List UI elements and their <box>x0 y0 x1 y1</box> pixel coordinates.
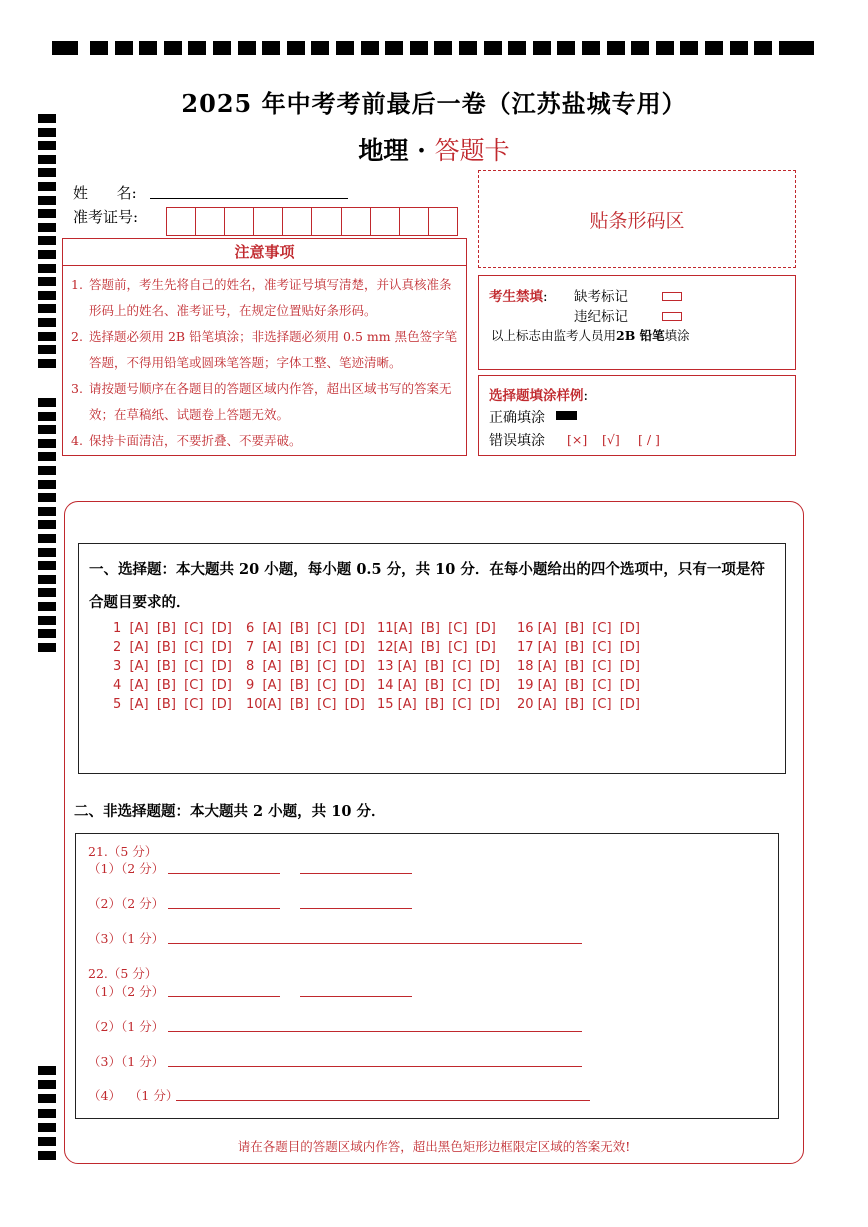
absent-mark-box[interactable] <box>662 286 682 305</box>
timing-mark <box>52 41 78 55</box>
name-field[interactable] <box>150 198 348 199</box>
subject-title <box>0 131 868 167</box>
mcq-question-row[interactable]: 20 [A] [B] [C] [D] <box>517 697 640 712</box>
timing-mark <box>459 41 477 55</box>
q22-part1-answer-b[interactable] <box>300 996 412 997</box>
mcq-question-row[interactable]: 14 [A] [B] [C] [D] <box>377 678 500 693</box>
correct-fill-label: 正确填涂 <box>489 410 545 426</box>
timing-mark <box>38 1066 56 1075</box>
timing-mark <box>38 452 56 461</box>
wrong-mark-cross: [×] <box>567 432 588 447</box>
timing-mark <box>38 616 56 625</box>
mcq-question-row[interactable]: 7 [A] [B] [C] [D] <box>246 640 365 655</box>
timing-mark <box>38 359 56 368</box>
q22-part4-label: （4） （1 分） <box>88 1088 179 1103</box>
examinee-forbidden-box: 考生禁填: 缺考标记 违纪标记 以上标志由监考人员用2B 铅笔填涂 <box>478 275 796 370</box>
mcq-question-row[interactable]: 11[A] [B] [C] [D] <box>377 621 496 636</box>
timing-mark <box>680 41 698 55</box>
exam-id-label: 准考证号: <box>73 208 139 226</box>
mcq-question-row[interactable]: 12[A] [B] [C] [D] <box>377 640 496 655</box>
section2-heading: 二、非选择题题：本大题共 2 小题，共 10 分． <box>74 803 386 820</box>
subjective-section-box <box>75 833 779 1119</box>
q21-part3-answer[interactable] <box>168 943 582 944</box>
footer-warning: 请在各题目的答题区域内作答，超出黑色矩形边框限定区域的答案无效! <box>237 1139 631 1154</box>
forbidden-note: 以上标志由监考人员用2B 铅笔填涂 <box>491 328 690 343</box>
timing-mark <box>38 1109 56 1118</box>
timing-mark <box>38 168 56 177</box>
mcq-question-row[interactable]: 6 [A] [B] [C] [D] <box>246 621 365 636</box>
timing-mark <box>38 439 56 448</box>
barcode-label: 贴条形码区 <box>589 209 685 232</box>
timing-mark <box>631 41 649 55</box>
timing-mark <box>38 602 56 611</box>
wrong-mark-slash: [ / ] <box>638 432 660 447</box>
notice-item: 4. 保持卡面清洁，不要折叠、不要弄破。 <box>71 433 302 448</box>
timing-mark <box>788 41 814 55</box>
timing-mark <box>38 264 56 273</box>
timing-mark <box>361 41 379 55</box>
notice-item: 2. 选择题必须用 2B 铅笔填涂；非选择题必须用 0.5 mm 黑色签字笔答题，不得用铅笔或圆珠笔答题；字体工整、笔迹清晰。 <box>71 329 458 370</box>
card-type: 答题卡 <box>434 136 510 165</box>
timing-mark <box>38 1094 56 1103</box>
timing-mark <box>287 41 305 55</box>
timing-mark <box>38 250 56 259</box>
q22-part3-label: （3）（1 分） <box>88 1054 165 1069</box>
timing-mark <box>582 41 600 55</box>
timing-mark <box>38 534 56 543</box>
timing-mark <box>38 236 56 245</box>
mcq-question-row[interactable]: 15 [A] [B] [C] [D] <box>377 697 500 712</box>
q22-title: 22.（5 分） <box>88 966 158 981</box>
timing-mark <box>188 41 206 55</box>
q22-part2-label: （2）（1 分） <box>88 1019 165 1034</box>
timing-mark <box>262 41 280 55</box>
exam-id-boxes[interactable] <box>166 207 458 236</box>
q21-part1-answer-b[interactable] <box>300 873 412 874</box>
timing-mark <box>115 41 133 55</box>
timing-mark <box>38 493 56 502</box>
timing-mark <box>38 304 56 313</box>
fill-sample-title: 选择题填涂样例 <box>489 388 584 404</box>
timing-mark <box>38 425 56 434</box>
timing-mark <box>38 196 56 205</box>
timing-mark <box>38 643 56 652</box>
timing-mark <box>139 41 157 55</box>
q21-part2-answer-b[interactable] <box>300 908 412 909</box>
q21-part1-answer-a[interactable] <box>168 873 280 874</box>
notice-item: 3. 请按题号顺序在各题目的答题区域内作答，超出区域书写的答案无效；在草稿纸、试题卷上答题无效。 <box>71 381 452 422</box>
timing-mark <box>38 520 56 529</box>
timing-mark <box>38 291 56 300</box>
mcq-question-row[interactable]: 2 [A] [B] [C] [D] <box>113 640 232 655</box>
wrong-fill-label: 错误填涂 <box>489 433 545 449</box>
timing-mark <box>754 41 772 55</box>
mcq-question-row[interactable]: 9 [A] [B] [C] [D] <box>246 678 365 693</box>
q22-part1-answer-a[interactable] <box>168 996 280 997</box>
timing-mark <box>484 41 502 55</box>
timing-mark <box>213 41 231 55</box>
notice-title: 注意事项 <box>63 239 466 266</box>
timing-mark <box>434 41 452 55</box>
timing-mark <box>38 182 56 191</box>
mcq-question-row[interactable]: 17 [A] [B] [C] [D] <box>517 640 640 655</box>
timing-mark <box>38 561 56 570</box>
notice-item: 1. 答题前，考生先将自己的姓名，准考证号填写清楚，并认真核准条形码上的姓名、准考证号，在规定位置贴好条形码。 <box>71 277 452 318</box>
notice-box <box>62 238 467 456</box>
q21-title: 21.（5 分） <box>88 844 158 859</box>
subject-name: 地理 <box>358 136 409 165</box>
mcq-question-row[interactable]: 18 [A] [B] [C] [D] <box>517 659 640 674</box>
timing-mark <box>38 318 56 327</box>
timing-mark <box>38 277 56 286</box>
mcq-question-row[interactable]: 13 [A] [B] [C] [D] <box>377 659 500 674</box>
timing-mark <box>38 223 56 232</box>
timing-mark <box>533 41 551 55</box>
timing-mark <box>38 1080 56 1089</box>
wrong-mark-check: [√] <box>602 432 620 447</box>
section1-heading: 一、选择题：本大题共 20 小题，每小题 0.5 分，共 10 分．在每小题给出的四个选项中，只有一项是符合题目要求的． <box>89 561 765 611</box>
q22-part2-answer[interactable] <box>168 1031 582 1032</box>
timing-mark <box>38 209 56 218</box>
correct-fill-sample <box>556 411 577 420</box>
q22-part3-answer[interactable] <box>168 1066 582 1067</box>
timing-mark <box>38 332 56 341</box>
timing-mark <box>38 480 56 489</box>
violation-mark-label: 违纪标记 <box>574 309 628 325</box>
timing-mark <box>38 412 56 421</box>
timing-mark <box>38 588 56 597</box>
q21-part3-label: （3）（1 分） <box>88 931 165 946</box>
timing-mark <box>336 41 354 55</box>
mcq-question-row[interactable]: 1 [A] [B] [C] [D] <box>113 621 232 636</box>
timing-mark <box>38 629 56 638</box>
timing-mark <box>385 41 403 55</box>
timing-mark <box>38 507 56 516</box>
timing-mark <box>238 41 256 55</box>
mcq-question-row[interactable]: 16 [A] [B] [C] [D] <box>517 621 640 636</box>
mcq-question-row[interactable]: 5 [A] [B] [C] [D] <box>113 697 232 712</box>
left-timing-marks-middle <box>38 398 56 656</box>
forbidden-label: 考生禁填 <box>489 289 543 305</box>
timing-mark <box>90 41 108 55</box>
timing-mark <box>557 41 575 55</box>
timing-mark <box>38 398 56 407</box>
mcq-question-row[interactable]: 3 [A] [B] [C] [D] <box>113 659 232 674</box>
timing-mark <box>38 1123 56 1132</box>
timing-mark <box>38 575 56 584</box>
mcq-question-row[interactable]: 19 [A] [B] [C] [D] <box>517 678 640 693</box>
mcq-question-row[interactable]: 8 [A] [B] [C] [D] <box>246 659 365 674</box>
violation-mark-box[interactable] <box>662 306 682 325</box>
name-label: 姓 名: <box>73 184 137 202</box>
timing-mark <box>656 41 674 55</box>
top-timing-marks <box>52 41 814 55</box>
title-separator: · <box>417 136 426 165</box>
timing-mark <box>607 41 625 55</box>
barcode-area <box>478 170 796 268</box>
q21-part2-label: （2）（2 分） <box>88 896 165 911</box>
absent-mark-label: 缺考标记 <box>574 289 628 305</box>
timing-mark <box>38 548 56 557</box>
timing-mark <box>38 345 56 354</box>
mcq-question-row[interactable]: 4 [A] [B] [C] [D] <box>113 678 232 693</box>
exam-title: 2025 年中考考前最后一卷（江苏盐城专用） <box>181 89 687 118</box>
q22-part4-answer[interactable] <box>176 1100 590 1101</box>
q22-part1-label: （1）（2 分） <box>88 984 165 999</box>
timing-mark <box>311 41 329 55</box>
q21-part1-label: （1）（2 分） <box>88 861 165 876</box>
q21-part2-answer-a[interactable] <box>168 908 280 909</box>
mcq-question-row[interactable]: 10[A] [B] [C] [D] <box>246 697 365 712</box>
timing-mark <box>730 41 748 55</box>
timing-mark <box>508 41 526 55</box>
timing-mark <box>705 41 723 55</box>
timing-mark <box>410 41 428 55</box>
timing-mark <box>38 466 56 475</box>
timing-mark <box>164 41 182 55</box>
fill-sample-box: 选择题填涂样例: 正确填涂 错误填涂 [×] [√] [ / ] <box>478 375 796 456</box>
